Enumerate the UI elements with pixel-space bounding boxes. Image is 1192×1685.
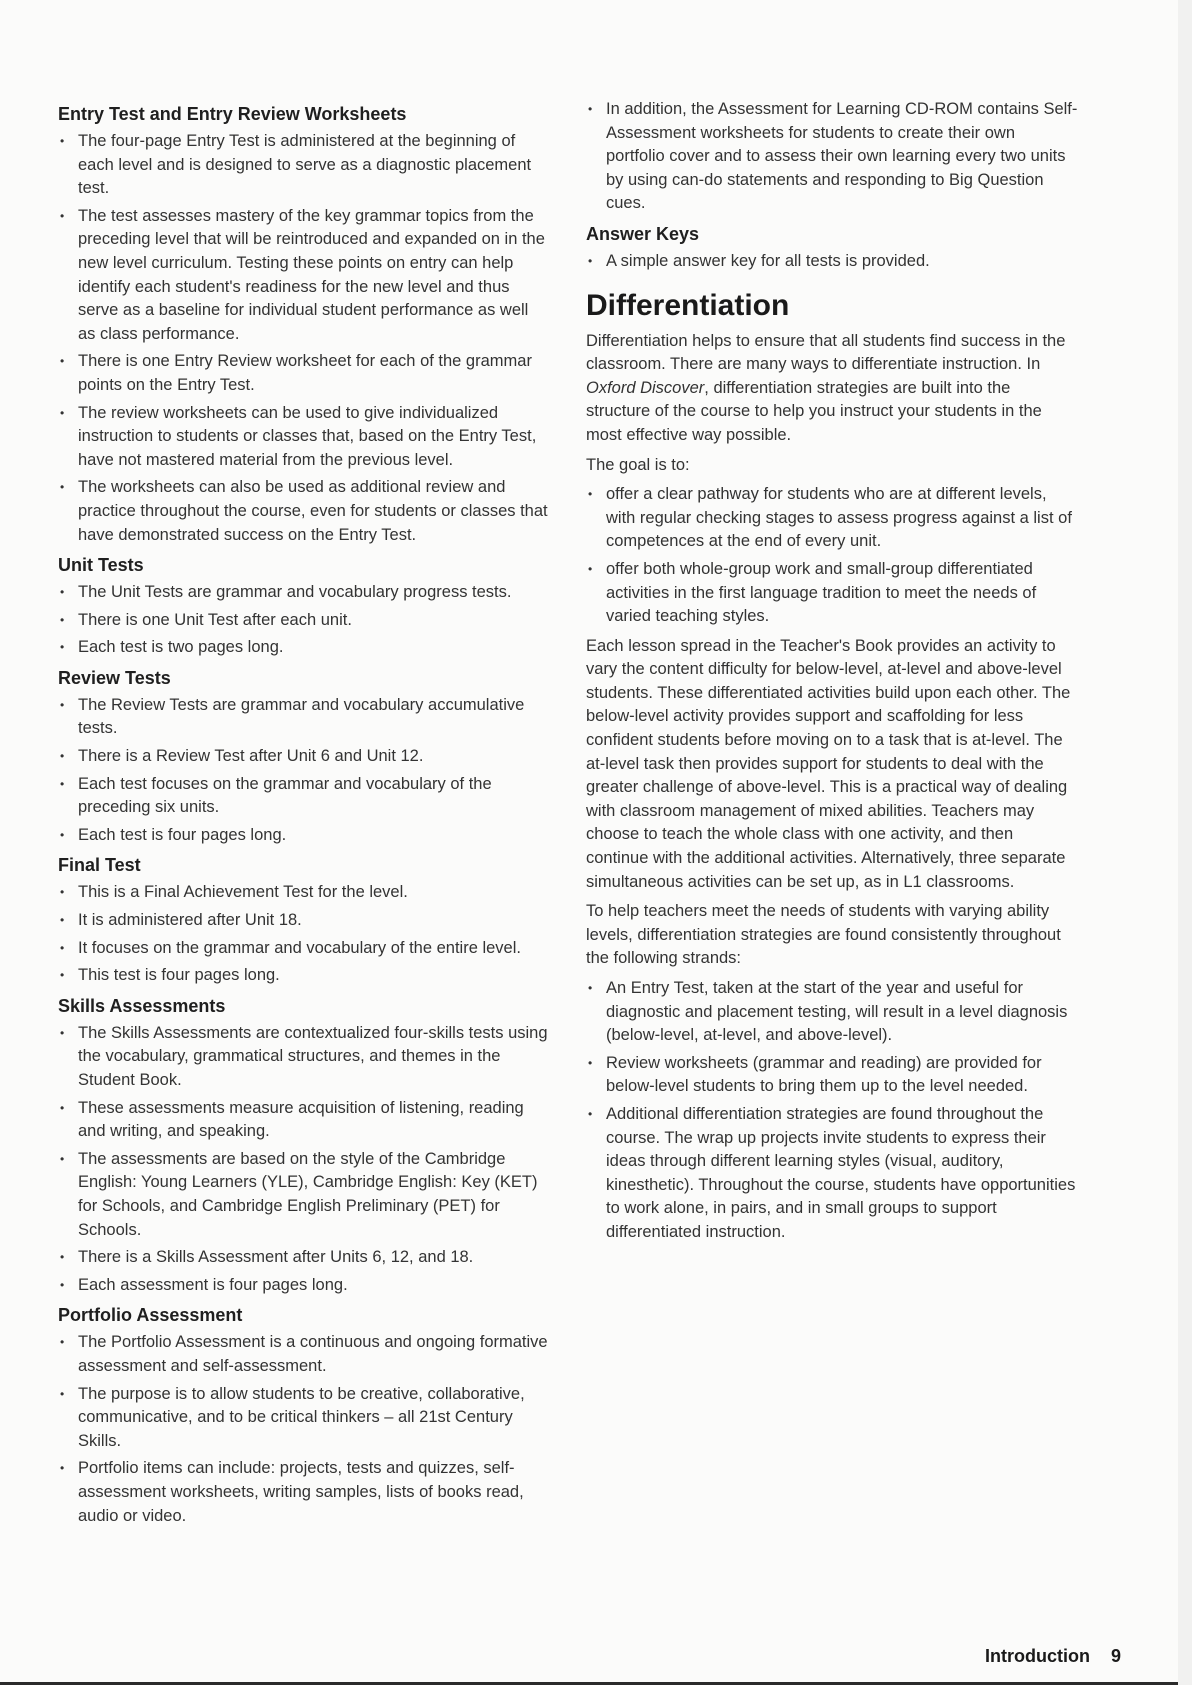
page-number: 9 [1111, 1646, 1122, 1666]
list-item: • There is a Skills Assessment after Units 6, 12, and 18. [58, 1246, 548, 1270]
list-item: • The assessments are based on the style of the Cambridge English: Young Learners (YLE), Cambridge English: Key (KET) for Schools, and Cambridge English Preliminary (PET) for Schools. [58, 1148, 548, 1242]
list-item: • Additional differentiation strategies are found throughout the course. The wrap up projects invite students to express their ideas through different learning styles (visual, auditory, kinesthetic). Throughout the course, students have opportunities to work alone, in pairs, and in small groups to support differentiated instruction. [586, 1103, 1078, 1245]
section-heading: Final Test [58, 855, 141, 876]
list-item: • This test is four pages long. [58, 964, 548, 988]
section-heading: Review Tests [58, 667, 171, 688]
right-column [586, 98, 1078, 1251]
list-item: • Each test focuses on the grammar and vocabulary of the preceding six units. [58, 773, 548, 820]
section-list [58, 1022, 548, 1298]
left-column [58, 102, 548, 1534]
answer-keys-list [586, 250, 1078, 274]
list-item: • It focuses on the grammar and vocabulary of the entire level. [58, 937, 548, 961]
list-item: • The review worksheets can be used to give individualized instruction to students or classes that, based on the Entry Test, have not mastered material from the previous level. [58, 402, 548, 473]
list-item: • In addition, the Assessment for Learning CD-ROM contains Self-Assessment worksheets for students to create their own portfolio cover and to assess their own learning every two units by using can-do statements and responding to Big Question cues. [586, 98, 1078, 216]
list-item: • This is a Final Achievement Test for the level. [58, 881, 548, 905]
list-item: • Each test is two pages long. [58, 636, 548, 660]
intro-list [586, 98, 1078, 216]
list-item: • Each assessment is four pages long. [58, 1274, 548, 1298]
list-item: • The Unit Tests are grammar and vocabulary progress tests. [58, 581, 548, 605]
section-list [58, 881, 548, 987]
list-item: • The worksheets can also be used as additional review and practice throughout the course, even for students or classes that have demonstrated success on the Entry Test. [58, 476, 548, 547]
section-list [58, 581, 548, 660]
differentiation-para-2: Each lesson spread in the Teacher's Book provides an activity to vary the content difficulty for below-level, at-level and above-level students. These differentiated activities build upon each other. The below-level activity provides support and scaffolding for less confident students before moving on to a task that is at-level. The at-level task then provides support for students to deal with the greater challenge of above-level. This is a practical way of dealing with classroom management of mixed abilities. Teachers may choose to teach the whole class with one activity, and then continue with the additional activities. Alternatively, three separate simultaneous activities can be set up, as in L1 classrooms. [586, 636, 1071, 891]
list-item: • The purpose is to allow students to be creative, collaborative, communicative, and to be critical thinkers – all 21st Century Skills. [58, 1383, 548, 1454]
list-item: • An Entry Test, taken at the start of the year and useful for diagnostic and placement testing, will result in a level diagnosis (below-level, at-level, and above-level). [586, 977, 1078, 1048]
para-emphasis: Oxford Discover [586, 378, 705, 397]
list-item: • There is a Review Test after Unit 6 and Unit 12. [58, 745, 548, 769]
list-item: • The four-page Entry Test is administered at the beginning of each level and is designed to serve as a diagnostic placement test. [58, 130, 548, 201]
strand-list [586, 977, 1078, 1245]
list-item: • Portfolio items can include: projects, tests and quizzes, self-assessment worksheets, writing samples, lists of books read, audio or video. [58, 1457, 548, 1528]
list-item: • The Skills Assessments are contextualized four-skills tests using the vocabulary, grammatical structures, and themes in the Student Book. [58, 1022, 548, 1093]
list-item: • A simple answer key for all tests is provided. [586, 250, 1078, 274]
para-text: Differentiation helps to ensure that all students find success in the classroom. There are many ways to differentiate instruction. In [586, 331, 1066, 374]
list-item: • Review worksheets (grammar and reading) are provided for below-level students to bring them up to the level needed. [586, 1052, 1078, 1099]
answer-keys-heading: Answer Keys [586, 223, 700, 244]
list-item: • Each test is four pages long. [58, 824, 548, 848]
section-list [58, 694, 548, 848]
list-item: • It is administered after Unit 18. [58, 909, 548, 933]
list-item: • The Portfolio Assessment is a continuous and ongoing formative assessment and self-assessment. [58, 1331, 548, 1378]
list-item: • These assessments measure acquisition of listening, reading and writing, and speaking. [58, 1097, 548, 1144]
section-heading: Entry Test and Entry Review Worksheets [58, 104, 407, 124]
differentiation-para-1 [586, 330, 1078, 448]
section-list [58, 130, 548, 547]
list-item: • The test assesses mastery of the key grammar topics from the preceding level that will be reintroduced and expanded on in the new level curriculum. Testing these points on entry can help identify each student's readiness for the new level and thus serve as a baseline for individual student performance as well as class performance. [58, 205, 548, 347]
section-heading: Unit Tests [58, 555, 144, 576]
goal-list [586, 483, 1078, 629]
section-list [58, 1331, 548, 1528]
differentiation-para-3: To help teachers meet the needs of students with varying ability levels, differentiation strategies are found consistently throughout the following strands: [586, 902, 1061, 968]
list-item: • The Review Tests are grammar and vocabulary accumulative tests. [58, 694, 548, 741]
para-text: , differentiation strategies are built into the structure of the course to help you instruct your students in the most effective way possible. [586, 378, 1042, 444]
list-item: • offer both whole-group work and small-group differentiated activities in the first language tradition to meet the needs of varied teaching styles. [586, 558, 1078, 629]
list-item: • There is one Entry Review worksheet for each of the grammar points on the Entry Test. [58, 350, 548, 397]
footer-label: Introduction [985, 1646, 1090, 1666]
section-heading: Skills Assessments [58, 995, 226, 1016]
list-item: • offer a clear pathway for students who are at different levels, with regular checking stages to assess progress against a list of competences at the end of every unit. [586, 483, 1078, 554]
goal-intro: The goal is to: [586, 455, 690, 474]
section-heading: Portfolio Assessment [58, 1305, 243, 1326]
differentiation-title: Differentiation [586, 288, 790, 322]
page-edge [1178, 0, 1192, 1685]
list-item: • There is one Unit Test after each unit. [58, 609, 548, 633]
